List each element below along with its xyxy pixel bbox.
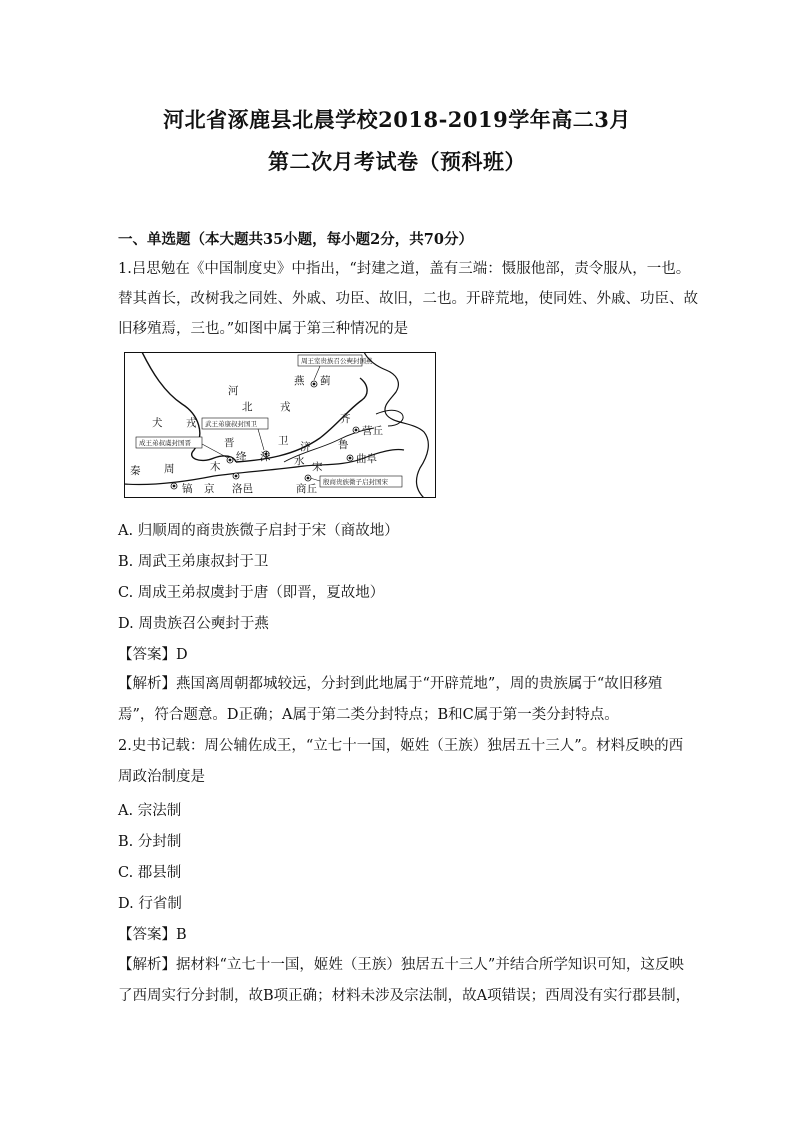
map-place-label: 秦 xyxy=(130,465,141,477)
map-place-label: 水 xyxy=(294,455,305,467)
western-zhou-fief-map xyxy=(124,352,436,498)
q1-option-c: C. 周成王弟叔虞封于唐（即晋，夏故地） xyxy=(118,585,385,601)
q1-analysis-line-1: 【解析】燕国离周朝都城较远，分封到此地属于“开辟荒地”，周的贵族属于“故旧移殖 xyxy=(118,676,663,692)
map-place-label: 营丘 xyxy=(362,425,383,437)
map-place-label: 燕 xyxy=(294,375,305,387)
q2-option-a: A. 宗法制 xyxy=(118,803,182,819)
map-place-label: 沫 xyxy=(260,451,271,463)
map-place-label: 戎 xyxy=(186,417,197,429)
q2-option-b: B. 分封制 xyxy=(118,834,182,850)
document-title-line2: 第二次月考试卷（预科班） xyxy=(268,149,526,174)
map-place-label: 晋 xyxy=(224,437,235,449)
map-place-label: 济 xyxy=(300,441,311,453)
map-place-label: 戎 xyxy=(280,401,291,413)
q2-analysis-line-2: 了西周实行分封制，故B项正确；材料未涉及宗法制，故A项错误；西周没有实行郡县制， xyxy=(118,988,691,1004)
yan-fief-box: 周王室贵族召公奭封国燕 xyxy=(301,357,373,365)
section-heading: 一、单选题（本大题共35小题，每小题2分，共70分） xyxy=(118,231,473,248)
map-place-label: 宋 xyxy=(312,461,323,473)
q1-text-line-1: 1.吕思勉在《中国制度史》中指出，“封建之道，盖有三端：慑服他部，责令服从，一也。 xyxy=(118,261,691,277)
map-place-label: 绛 xyxy=(236,451,247,463)
map-place-label: 卫 xyxy=(278,435,289,447)
map-place-label: 商丘 xyxy=(296,483,317,495)
q1-option-a: A. 归顺周的商贵族微子启封于宋（商故地） xyxy=(118,523,399,539)
map-place-label: 蓟 xyxy=(320,375,331,387)
map-place-label: 曲阜 xyxy=(356,453,377,465)
q2-analysis-line-1: 【解析】据材料“立七十一国，姬姓（王族）独居五十三人”并结合所学知识可知，这反映 xyxy=(118,957,684,973)
q1-option-b: B. 周武王弟康叔封于卫 xyxy=(118,554,269,570)
q1-analysis-line-2: 焉”，符合题意。D正确；A属于第二类分封特点；B和C属于第一类分封特点。 xyxy=(118,707,619,723)
q2-text-line-2: 周政治制度是 xyxy=(118,769,205,785)
song-fief-box: 殷商贵族微子启封国宋 xyxy=(323,478,388,486)
map-place-label: 河 xyxy=(228,385,239,397)
map-place-label: 周 xyxy=(164,463,175,475)
map-place-label: 木 xyxy=(210,461,221,473)
map-place-label: 洛邑 xyxy=(232,483,253,495)
map-place-label: 齐 xyxy=(340,413,351,425)
q1-option-d: D. 周贵族召公奭封于燕 xyxy=(118,616,269,632)
map-place-label: 镐 xyxy=(182,483,193,495)
q2-text-line-1: 2.史书记载：周公辅佐成王，“立七十一国，姬姓（王族）独居五十三人”。材料反映的西 xyxy=(118,738,684,754)
q2-option-d: D. 行省制 xyxy=(118,896,182,912)
q2-answer: 【答案】B xyxy=(118,927,187,943)
map-place-label: 北 xyxy=(242,401,253,413)
jin-fief-box: 成王弟叔虞封国晋 xyxy=(139,439,191,447)
wei-fief-box: 武王弟康叔封国卫 xyxy=(205,420,257,428)
map-place-label: 京 xyxy=(204,483,215,495)
q2-option-c: C. 郡县制 xyxy=(118,865,182,881)
map-place-label: 犬 xyxy=(152,417,163,429)
map-place-label: 鲁 xyxy=(338,439,349,451)
q1-text-line-3: 旧移殖焉，三也。”如图中属于第三种情况的是 xyxy=(118,321,409,337)
document-title-line1: 河北省涿鹿县北晨学校2018-2019学年高二3月 xyxy=(163,107,631,132)
q1-answer: 【答案】D xyxy=(118,647,188,663)
q1-text-line-2: 替其酋长，改树我之同姓、外戚、功臣、故旧，二也。开辟荒地，使同姓、外戚、功臣、故 xyxy=(118,291,698,307)
